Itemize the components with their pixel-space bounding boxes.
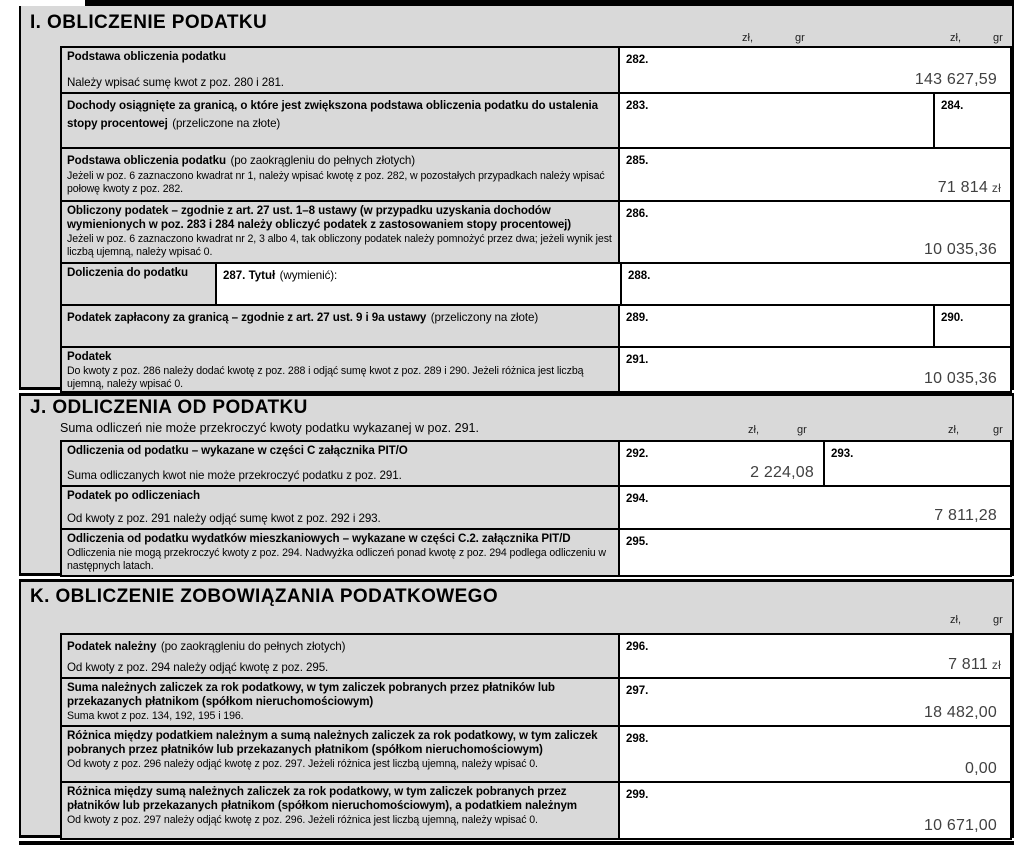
field-282[interactable] [620,48,1010,92]
gr-unit-label: gr [797,424,807,436]
field-294-number: 294. [626,493,649,505]
field-296-amount: 7 811 [948,656,988,673]
field-286-value [924,241,1001,259]
field-299-number: 299. [626,789,649,801]
field-298-number: 298. [626,733,649,745]
row-292-label [62,442,620,485]
row-289-label-bold: Podatek zapłacony za granicą – zgodnie z art. 27 ust. 9 i 9a ustawy [67,311,427,324]
zl-unit-label: zł, [742,32,753,44]
form-row-287-288 [62,264,1010,306]
field-283-number: 283. [626,100,649,112]
row-292-label-note: Suma odliczanych kwot nie może przekroczyć podatku z poz. 291. [67,468,402,482]
row-297-label-note: Suma kwot z poz. 134, 192, 195 i 196. [67,710,244,723]
form-row-295 [62,530,1010,575]
zl-unit-label: zł, [950,32,961,44]
field-294-value [934,507,1001,525]
row-285-label-bold: Podstawa obliczenia podatku [67,154,226,167]
gr-unit-label: gr [993,424,1003,436]
field-299-amount: 10 671,00 [924,817,997,834]
section-j-title: J. ODLICZENIA OD PODATKU [30,397,308,418]
form-row-297 [62,679,1010,727]
field-286-number: 286. [626,208,649,220]
row-289-label-normal: (przeliczony na złote) [430,311,539,324]
zl-unit-label: zł, [748,424,759,436]
field-292-value: 2 224,08 [750,464,814,481]
row-286-label-bold: Obliczony podatek – zgodnie z art. 27 ust. 1–8 ustawy (w przypadku uzyskania dochodów wymienionych w poz. 283 i 284 należy obliczyć podatek z zastosowaniem stopy procentowej) [67,204,572,232]
row-294-label [62,487,620,528]
row-291-label [62,348,620,391]
field-285-amount: 71 814 [937,179,988,196]
field-297[interactable] [620,679,1010,725]
field-290[interactable] [935,306,1010,346]
row-296-label-note: Od kwoty z poz. 294 należy odjąć kwotę z poz. 295. [67,660,329,674]
row-296-label [62,635,620,677]
row-299-label [62,783,620,838]
form-row-283-284 [62,94,1010,149]
section-k-title: K. OBLICZENIE ZOBOWIĄZANIA PODATKOWEGO [30,586,499,607]
form-row-296 [62,635,1010,679]
bottom-border-bar [19,841,1014,845]
row-297-label [62,679,620,725]
form-row-292-293 [62,442,1010,487]
field-291-amount: 10 035,36 [924,370,997,387]
row-283-label-normal: (przeliczone na złote) [172,117,281,130]
row-286-label [62,202,620,262]
row-299-label-bold: Różnica między sumą należnych zaliczek za rok podatkowy, w tym zaliczek pobranych przez płatników lub przekazanych płatnikom (spółkom nieruchomościowym), a podatkiem należnym [67,785,578,813]
field-293[interactable] [825,442,1010,485]
row-294-label-note: Od kwoty z poz. 291 należy odjąć sumę kwot z poz. 292 i 293. [67,511,381,525]
field-296[interactable] [620,635,1010,677]
row-299-label-note: Od kwoty z poz. 297 należy odjąć kwotę z poz. 296. Jeżeli różnica jest liczbą ujemną, należy wpisać 0. [67,814,538,827]
row-297-label-bold: Suma należnych zaliczek za rok podatkowy, w tym zaliczek pobranych przez płatników lub przekazanych płatnikom (spółkom nieruchomościowym) [67,681,555,709]
row-294-label-bold: Podatek po odliczeniach [67,489,200,502]
form-row-298 [62,727,1010,783]
section-i-rows [60,46,1012,393]
section-j-odliczenia-od-podatku [19,393,1014,576]
row-291-label-bold: Podatek [67,350,112,363]
row-285-label-normal: (po zaokrągleniu do pełnych złotych) [230,154,416,167]
form-row-289-290 [62,306,1010,348]
field-291-value [924,370,1001,388]
section-j-rows [60,440,1012,577]
field-282-amount: 143 627,59 [914,71,997,88]
form-row-294 [62,487,1010,530]
field-297-value [924,704,1001,722]
field-284-number: 284. [941,100,964,112]
row-287-side-label [62,264,217,304]
field-283[interactable] [620,94,935,147]
zl-unit-label: zł, [950,614,961,626]
field-293-number: 293. [831,448,854,460]
field-290-number: 290. [941,312,964,324]
field-298[interactable] [620,727,1010,781]
section-k-obliczenie-zobowiazania [19,579,1014,838]
row-287-side-label-text: Doliczenia do podatku [67,266,188,279]
row-292-label-bold: Odliczenia od podatku – wykazane w części C załącznika PIT/O [67,444,408,457]
field-296-number: 296. [626,641,649,653]
row-298-label-note: Od kwoty z poz. 296 należy odjąć kwotę z poz. 297. Jeżeli różnica jest liczbą ujemną, należy wpisać 0. [67,758,538,771]
field-287-tytul[interactable] [217,264,622,304]
row-295-label-note: Odliczenia nie mogą przekroczyć kwoty z poz. 294. Nadwyżka odliczeń ponad kwotę z poz. 294 podlega odliczeniu w następnych latach. [67,547,606,572]
field-297-amount: 18 482,00 [924,704,997,721]
field-296-value [948,656,1001,674]
gr-unit-label: gr [795,32,805,44]
row-298-label [62,727,620,781]
field-289-number: 289. [626,312,649,324]
field-298-amount: 0,00 [965,760,997,777]
field-291-number: 291. [626,354,649,366]
field-292-number: 292. [626,448,649,460]
zl-unit-label: zł, [948,424,959,436]
field-282-number: 282. [626,54,649,66]
row-298-label-bold: Różnica między podatkiem należnym a sumą należnych zaliczek za rok podatkowy, w tym zaliczek pobranych przez płatników lub przekazanych płatnikom (spółkom nieruchomościowym) [67,729,598,757]
section-i-obliczenie-podatku [19,6,1014,390]
field-285-value [938,179,1001,197]
field-294-amount: 7 811,28 [934,507,997,524]
row-282-label [62,48,620,92]
field-298-value [965,760,1001,778]
field-287-paren: (wymienić): [279,269,338,282]
section-k-rows [60,633,1012,840]
field-289[interactable] [620,306,935,346]
row-283-label-bold: Dochody osiągnięte za granicą, o które jest zwiększona podstawa obliczenia podatku do ustalenia stopy procentowej [67,99,599,130]
form-row-286 [62,202,1010,264]
row-285-label-note: Jeżeli w poz. 6 zaznaczono kwadrat nr 1, należy wpisać kwotę z poz. 282, w pozostałych przypadkach należy wpisać połowę kwoty z poz. 282. [67,170,605,195]
field-297-number: 297. [626,685,649,697]
field-291[interactable] [620,348,1010,391]
field-284[interactable] [935,94,1010,147]
row-289-label [62,306,620,346]
gr-unit-label: gr [993,32,1003,44]
field-299[interactable] [620,783,1010,838]
field-285-number: 285. [626,155,649,167]
field-288-number: 288. [628,270,651,282]
form-row-299 [62,783,1010,838]
row-295-label-bold: Odliczenia od podatku wydatków mieszkaniowych – wykazane w części C.2. załącznika PIT/D [67,532,571,545]
form-row-282 [62,48,1010,94]
row-291-label-note: Do kwoty z poz. 286 należy dodać kwotę z poz. 288 i odjąć sumę kwot z poz. 289 i 290. Jeżeli różnica jest liczbą ujemną, należy wpisać 0. [67,365,584,390]
field-299-value [924,817,1001,835]
row-286-label-note: Jeżeli w poz. 6 zaznaczono kwadrat nr 2, 3 albo 4, tak obliczony podatek należy pomnożyć przez dwa; jeżeli wynik jest liczbą ujemną, należy wpisać 0. [67,233,612,258]
row-296-label-bold: Podatek należny [67,640,157,653]
row-282-label-note: Należy wpisać sumę kwot z poz. 280 i 281. [67,75,284,89]
field-288[interactable] [622,264,1010,304]
field-295-number: 295. [626,536,649,548]
field-294[interactable] [620,487,1010,528]
field-285[interactable] [620,149,1010,200]
row-295-label [62,530,620,575]
section-j-subtitle: Suma odliczeń nie może przekroczyć kwoty podatku wykazanej w poz. 291. [60,421,479,435]
field-282-value [915,71,1001,89]
section-i-title: I. OBLICZENIE PODATKU [30,12,268,33]
field-286-amount: 10 035,36 [924,241,997,258]
field-292[interactable] [620,442,825,485]
row-285-label [62,149,620,200]
field-287-number-title: 287. Tytuł [223,270,276,282]
form-row-285 [62,149,1010,202]
gr-unit-label: gr [993,614,1003,626]
row-283-label [62,94,620,147]
field-286[interactable] [620,202,1010,262]
row-296-label-normal: (po zaokrągleniu do pełnych złotych) [160,640,346,653]
form-row-291 [62,348,1010,391]
field-295[interactable] [620,530,1010,575]
field-285-suffix: zł [991,181,1001,195]
row-282-label-bold: Podstawa obliczenia podatku [67,50,226,63]
field-296-suffix: zł [991,658,1001,672]
